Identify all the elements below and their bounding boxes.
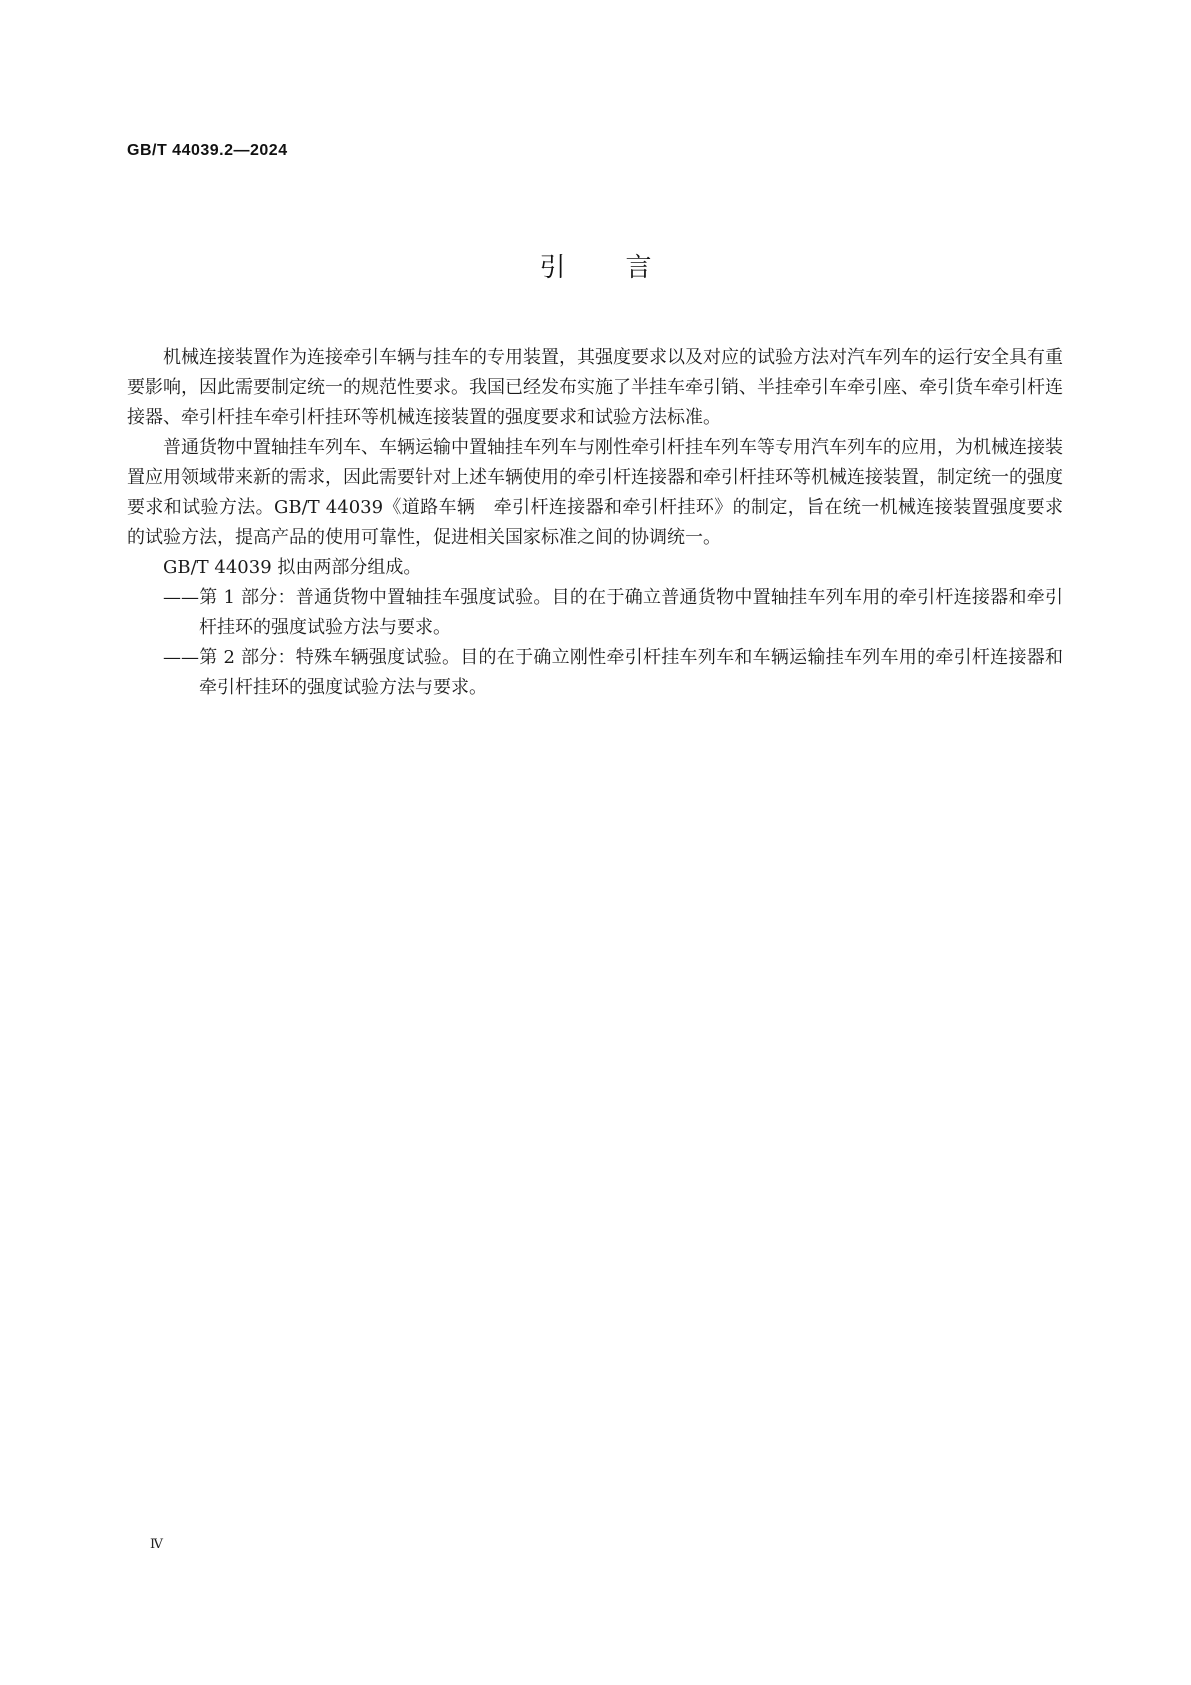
page-title: 引言 (539, 253, 712, 283)
standard-code: GB/T 44039.2—2024 (127, 142, 288, 159)
list-item: ——第 1 部分：普通货物中置轴挂车强度试验。目的在于确立普通货物中置轴挂车列车用的牵引杆连接器和牵引杆挂环的强度试验方法与要求。 (163, 587, 1063, 638)
page-number: Ⅳ (150, 1537, 163, 1552)
paragraph: 机械连接装置作为连接牵引车辆与挂车的专用装置，其强度要求以及对应的试验方法对汽车列车的运行安全具有重要影响，因此需要制定统一的规范性要求。我国已经发布实施了半挂车牵引销、半挂牵引车牵引座、牵引货车牵引杆连接器、牵引杆挂车牵引杆挂环等机械连接装置的强度要求和试验方法标准。 (127, 347, 1063, 428)
list-item: ——第 2 部分：特殊车辆强度试验。目的在于确立刚性牵引杆挂车列车和车辆运输挂车列车用的牵引杆连接器和牵引杆挂环的强度试验方法与要求。 (163, 647, 1063, 698)
introduction-body (127, 343, 1063, 703)
paragraph: 普通货物中置轴挂车列车、车辆运输中置轴挂车列车与刚性牵引杆挂车列车等专用汽车列车的应用，为机械连接装置应用领域带来新的需求，因此需要针对上述车辆使用的牵引杆连接器和牵引杆挂环等机械连接装置，制定统一的强度要求和试验方法。GB/T 44039《道路车辆 牵引杆连接器和牵引杆挂环》的制定，旨在统一机械连接装置强度要求的试验方法，提高产品的使用可靠性，促进相关国家标准之间的协调统一。 (127, 437, 1063, 548)
paragraph: GB/T 44039 拟由两部分组成。 (163, 557, 422, 578)
